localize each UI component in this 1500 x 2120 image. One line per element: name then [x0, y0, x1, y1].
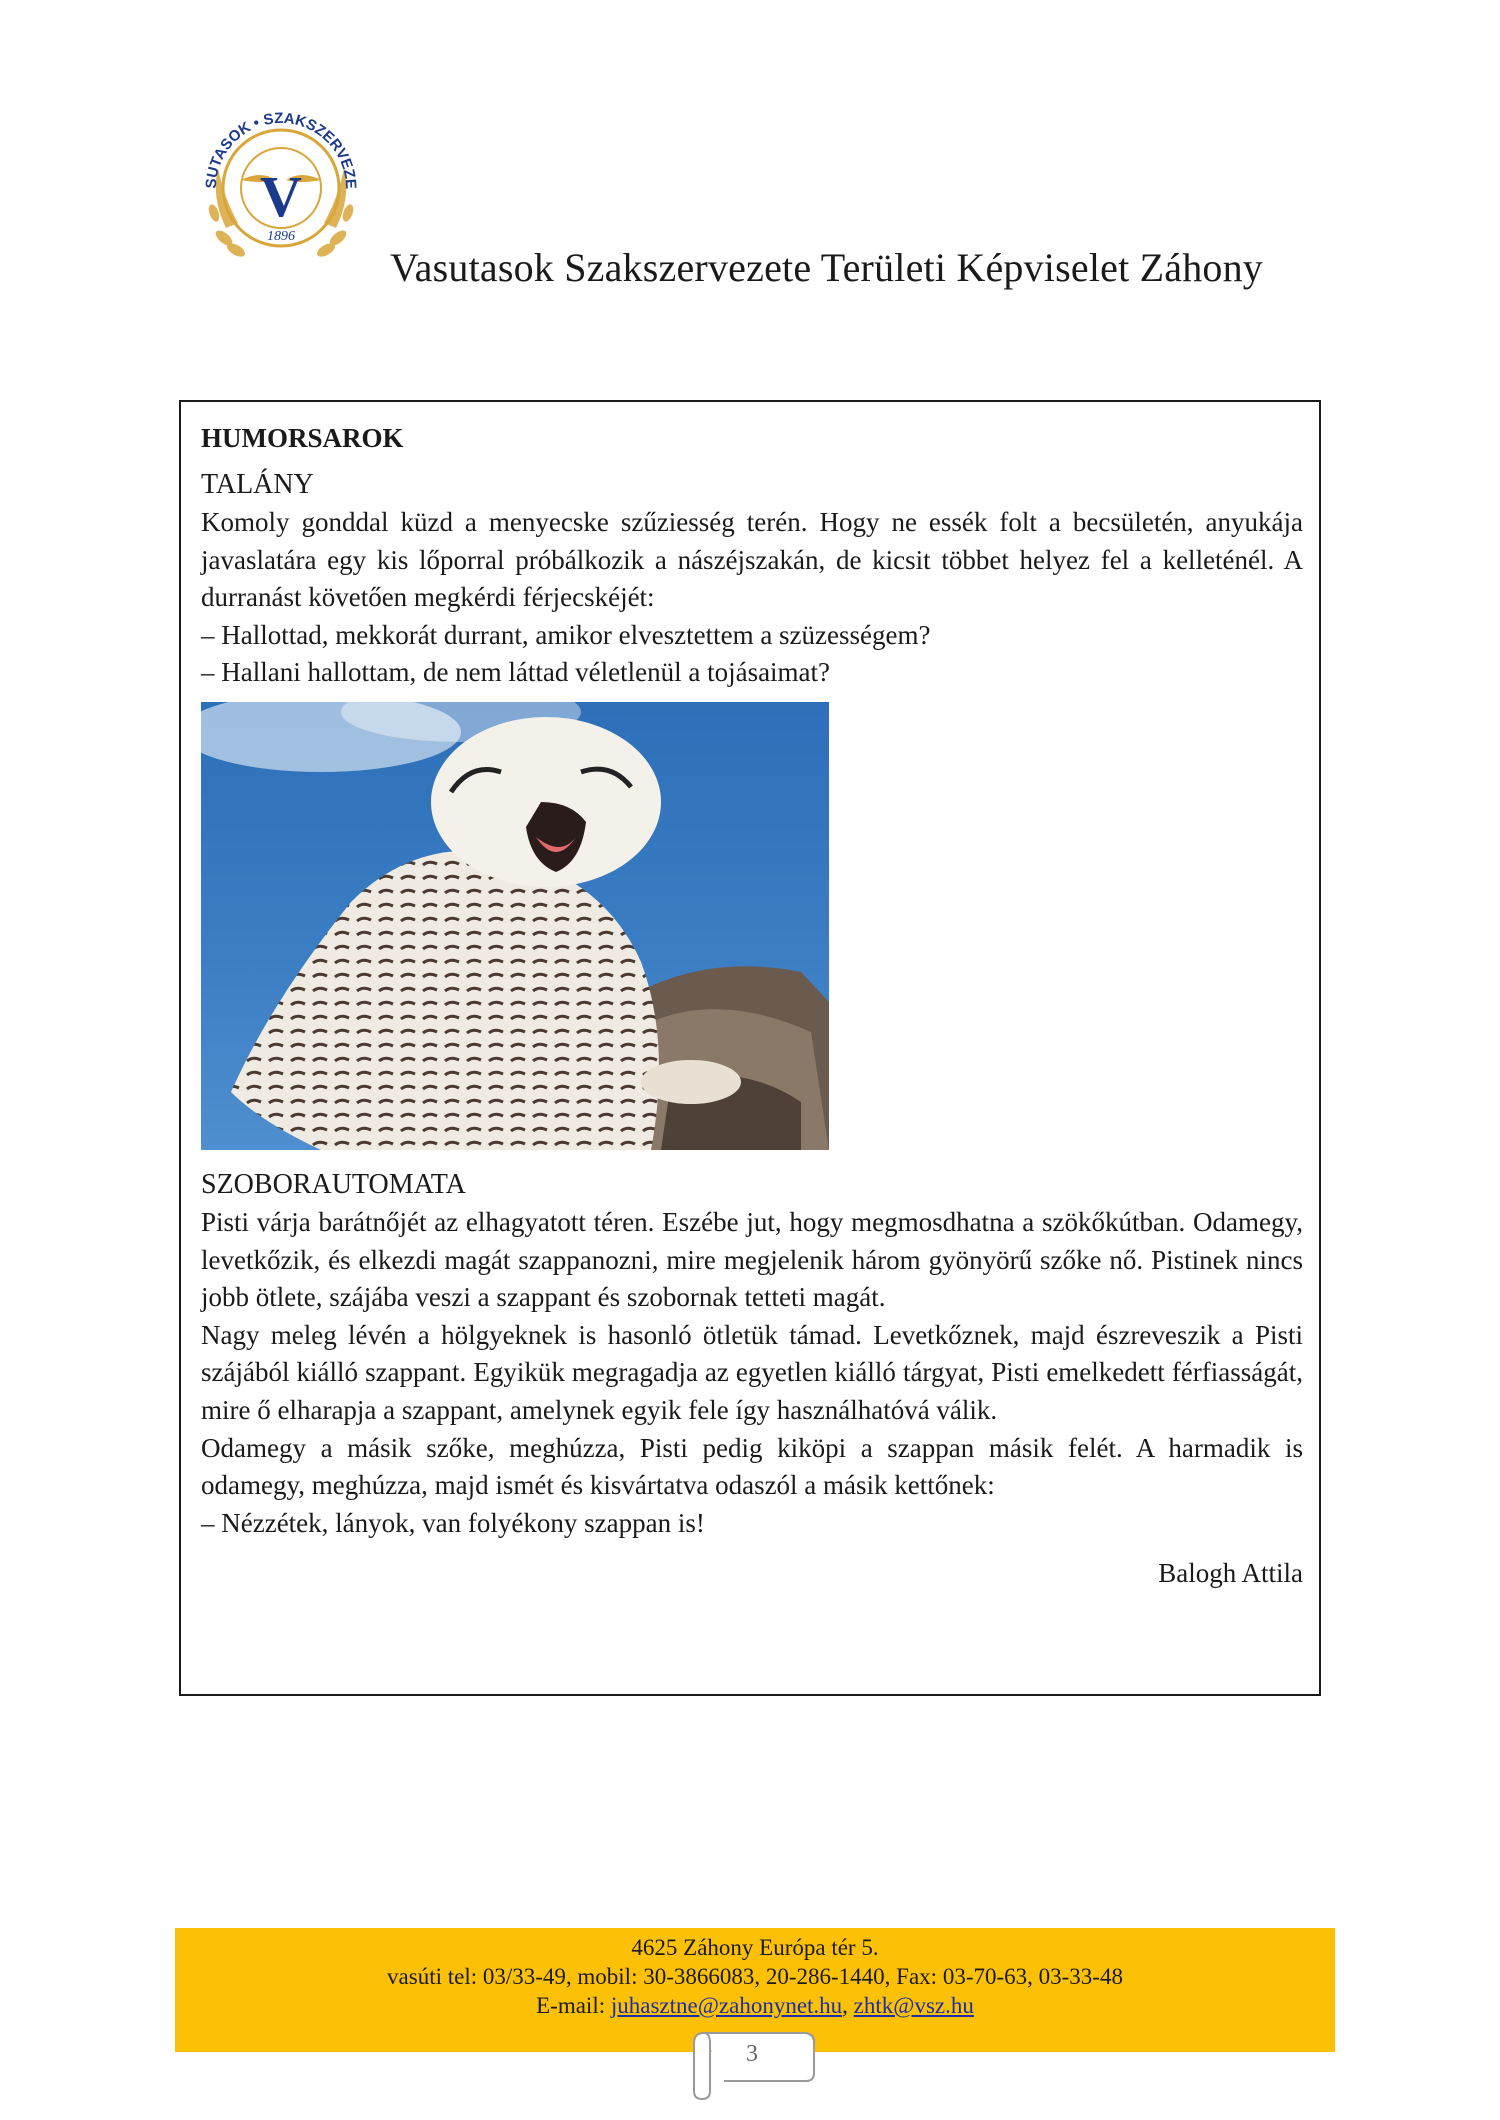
humor-corner-box — [179, 400, 1321, 1696]
author-name: Balogh Attila — [1158, 1558, 1303, 1589]
logo-year: 1896 — [267, 229, 295, 244]
joke1-line2: – Hallani hallottam, de nem láttad véletlenül a tojásaimat? — [201, 657, 831, 688]
joke1-paragraph: Komoly gonddal küzd a menyecske szűziesség terén. Hogy ne essék folt a becsületén, anyukája javaslatára egy kis lőporral próbálkozik a nászéjszakán, de kicsit többet helyez fel a kelleténél. A durranást követően megkérdi férjecskéjét: — [201, 507, 1303, 613]
page-number-scroll — [684, 2023, 824, 2103]
logo-letter: V — [260, 164, 302, 229]
joke2-title: SZOBORAUTOMATA — [201, 1168, 466, 1200]
joke2-paragraph3: Odamegy a másik szőke, meghúzza, Pisti pedig kiköpi a szappan másik felét. A harmadik is odamegy, meghúzza, majd ismét és kisvártatva odaszól a másik kettőnek: — [201, 1432, 1303, 1501]
footer-address: 4625 Záhony Európa tér 5. — [631, 1935, 879, 1960]
footer-email-line — [175, 1991, 1335, 2020]
joke1-title: TALÁNY — [201, 469, 314, 500]
email-separator: , — [842, 1993, 854, 2018]
laughing-owl-photo — [201, 702, 829, 1150]
union-logo — [186, 88, 376, 278]
email-link-zhtk[interactable]: zhtk@vsz.hu — [853, 1993, 974, 2018]
joke2-paragraph1: Pisti várja barátnőjét az elhagyatott téren. Eszébe jut, hogy megmosdhatna a szökőkútban. Odamegy, levetkőzik, és elkezdi magát szappanozni, mire megjelenik három gyönyörű szőke nő. Pistinek nincs jobb ötlete, szájába veszi a szappant és szobornak tetteti magát. — [201, 1206, 1303, 1313]
email-label: E-mail: — [536, 1993, 611, 2018]
joke2-line1: – Nézzétek, lányok, van folyékony szappan is! — [201, 1507, 705, 1538]
footer-phones: vasúti tel: 03/33-49, mobil: 30-3866083, 20-286-1440, Fax: 03-70-63, 03-33-48 — [387, 1964, 1123, 1989]
page-number: 3 — [746, 2041, 758, 2067]
email-link-juhasztne[interactable]: juhasztne@zahonynet.hu — [610, 1993, 843, 2018]
section-title: HUMORSAROK — [201, 423, 404, 453]
joke2-paragraph2: Nagy meleg lévén a hölgyeknek is hasonló ötletük támad. Levetkőznek, majd észreveszik a Pisti szájából kiálló szappant. Egyikük megragadja az egyetlen kiálló tárgyat, Pisti emelkedett férfiasságát, mire ő elharapja a szappant, amelynek egyik fele így használhatóvá válik. — [201, 1319, 1303, 1425]
joke1-line1: – Hallottad, mekkorát durrant, amikor elvesztettem a szüzességem? — [201, 619, 931, 650]
box-content — [201, 416, 1303, 1592]
organization-title: Vasutasok Szakszervezete Területi Képviselet Záhony — [390, 245, 1264, 290]
logo-arc-text: SUTASOK • SZAKSZERVEZE — [202, 109, 360, 190]
